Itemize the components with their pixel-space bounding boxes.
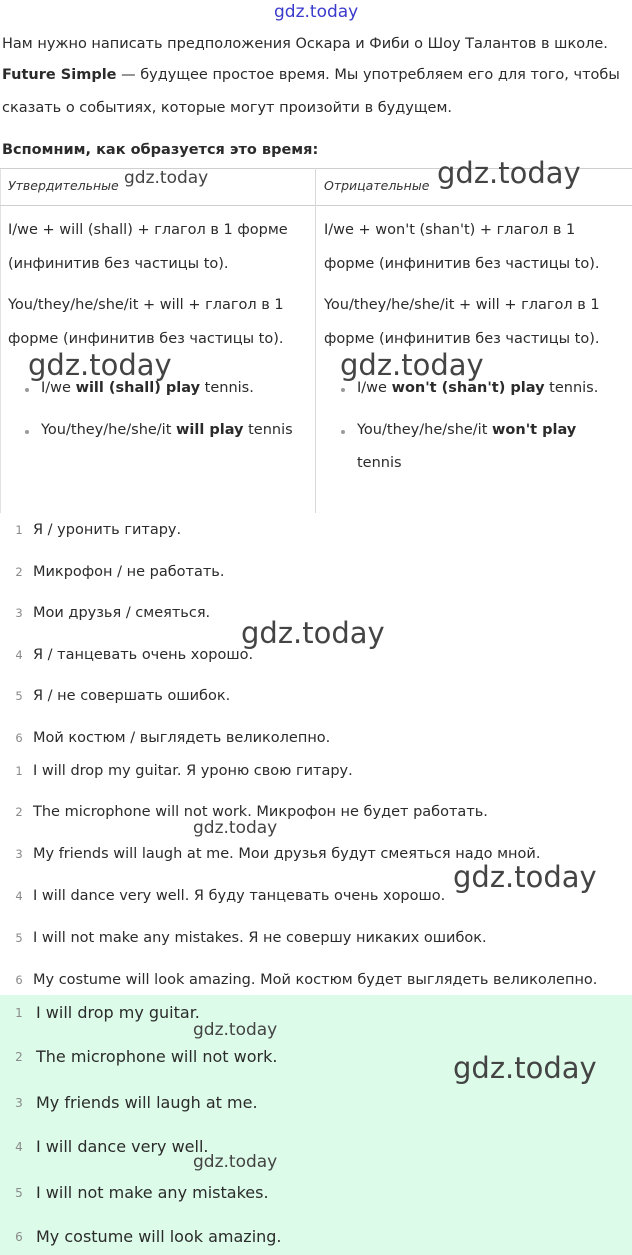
list-number: 3 [15, 606, 23, 620]
intro-line-1: Нам нужно написать предположения Оскара и Фиби о Шоу Талантов в школе. [2, 36, 608, 52]
example-bold: will play [176, 422, 244, 438]
list-number: 6 [15, 1230, 23, 1244]
example-text: tennis. [200, 380, 254, 396]
watermark: gdz.today [340, 348, 484, 382]
list-number: 2 [15, 1050, 23, 1064]
list-number: 6 [15, 973, 23, 987]
list-text: My costume will look amazing. Мой костюм будет выглядеть великолепно. [33, 972, 598, 988]
list-text: Я / танцевать очень хорошо. [33, 647, 254, 663]
list-text: Я / уронить гитару. [33, 522, 182, 538]
negative-rule-2: You/they/he/she/it + will + глагол в 1 форме (инфинитив без частицы to). [324, 297, 600, 347]
example-bold: will (shall) play [75, 380, 201, 396]
list-number: 5 [15, 931, 23, 945]
bullet-dot [341, 388, 345, 392]
list-text: I will not make any mistakes. Я не совершу никаких ошибок. [33, 930, 487, 946]
header-negative: Отрицательные [324, 178, 430, 193]
list-text: I will not make any mistakes. [36, 1183, 269, 1202]
watermark: gdz.today [453, 1051, 597, 1085]
list-text: I will dance very well. [36, 1137, 209, 1156]
list-number: 5 [15, 1186, 23, 1200]
bullet-dot [25, 388, 29, 392]
list-number: 6 [15, 731, 23, 745]
watermark: gdz.today [453, 860, 597, 894]
list-text: My costume will look amazing. [36, 1227, 282, 1246]
term-future-simple: Future Simple [2, 67, 117, 83]
list-number: 1 [15, 523, 23, 537]
list-number: 5 [15, 689, 23, 703]
watermark: gdz.today [193, 1020, 278, 1040]
list-text: My friends will laugh at me. [36, 1093, 258, 1112]
list-number: 3 [15, 1096, 23, 1110]
example-text: I/we [357, 380, 392, 396]
watermark: gdz.today [193, 818, 278, 838]
intro-line-2-rest: — будущее простое время. Мы употребляем его для того, чтобы [116, 67, 620, 83]
example-bold: won't (shan't) play [391, 380, 545, 396]
header-affirmative: Утвердительные [8, 178, 119, 193]
list-number: 3 [15, 847, 23, 861]
bullet-dot [341, 430, 345, 434]
example-text: tennis [243, 422, 293, 438]
affirmative-rule-2: You/they/he/she/it + will + глагол в 1 форме (инфинитив без частицы to). [8, 297, 284, 347]
list-number: 4 [15, 1140, 23, 1154]
recall-heading: Вспомним, как образуется это время: [2, 142, 319, 158]
bullet-dot [25, 430, 29, 434]
list-text: Мои друзья / смеяться. [33, 605, 211, 621]
list-text: I will drop my guitar. Я уроню свою гитару. [33, 763, 353, 779]
table-left-border [0, 168, 1, 513]
example-text: I/we [41, 380, 76, 396]
example-bold: won't play [492, 422, 577, 438]
intro-line-3: сказать о событиях, которые могут произойти в будущем. [2, 100, 452, 116]
intro-line-2 [2, 65, 620, 85]
watermark: gdz.today [241, 616, 385, 650]
list-text: I will dance very well. Я буду танцевать очень хорошо. [33, 888, 446, 904]
watermark: gdz.today [124, 168, 209, 188]
example-text: tennis [357, 455, 402, 471]
example-text: You/they/he/she/it [41, 422, 177, 438]
list-text: My friends will laugh at me. Мои друзья будут смеяться надо мной. [33, 846, 541, 862]
list-number: 1 [15, 1006, 23, 1020]
watermark: gdz.today [193, 1152, 278, 1172]
list-number: 1 [15, 764, 23, 778]
answer-block [0, 995, 632, 1255]
affirmative-rule-1: I/we + will (shall) + глагол в 1 форме (инфинитив без частицы to). [8, 222, 288, 272]
watermark: gdz.today [28, 348, 172, 382]
list-text: Мой костюм / выглядеть великолепно. [33, 730, 331, 746]
negative-example-2 [357, 414, 597, 480]
list-number: 2 [15, 805, 23, 819]
table-divider [315, 168, 316, 513]
watermark-top: gdz.today [274, 2, 359, 22]
affirmative-example-2 [41, 414, 331, 447]
watermark: gdz.today [437, 156, 581, 190]
rules-table [0, 168, 632, 513]
negative-rule-1: I/we + won't (shan't) + глагол в 1 форме (инфинитив без частицы to). [324, 222, 600, 272]
list-number: 2 [15, 565, 23, 579]
example-text: tennis. [544, 380, 599, 396]
example-text: You/they/he/she/it [357, 422, 493, 438]
list-text: Я / не совершать ошибок. [33, 688, 231, 704]
list-text: I will drop my guitar. [36, 1003, 200, 1022]
list-text: The microphone will not work. [36, 1047, 278, 1066]
list-text: The microphone will not work. Микрофон не будет работать. [33, 804, 488, 820]
list-number: 4 [15, 648, 23, 662]
list-text: Микрофон / не работать. [33, 564, 225, 580]
list-number: 4 [15, 889, 23, 903]
